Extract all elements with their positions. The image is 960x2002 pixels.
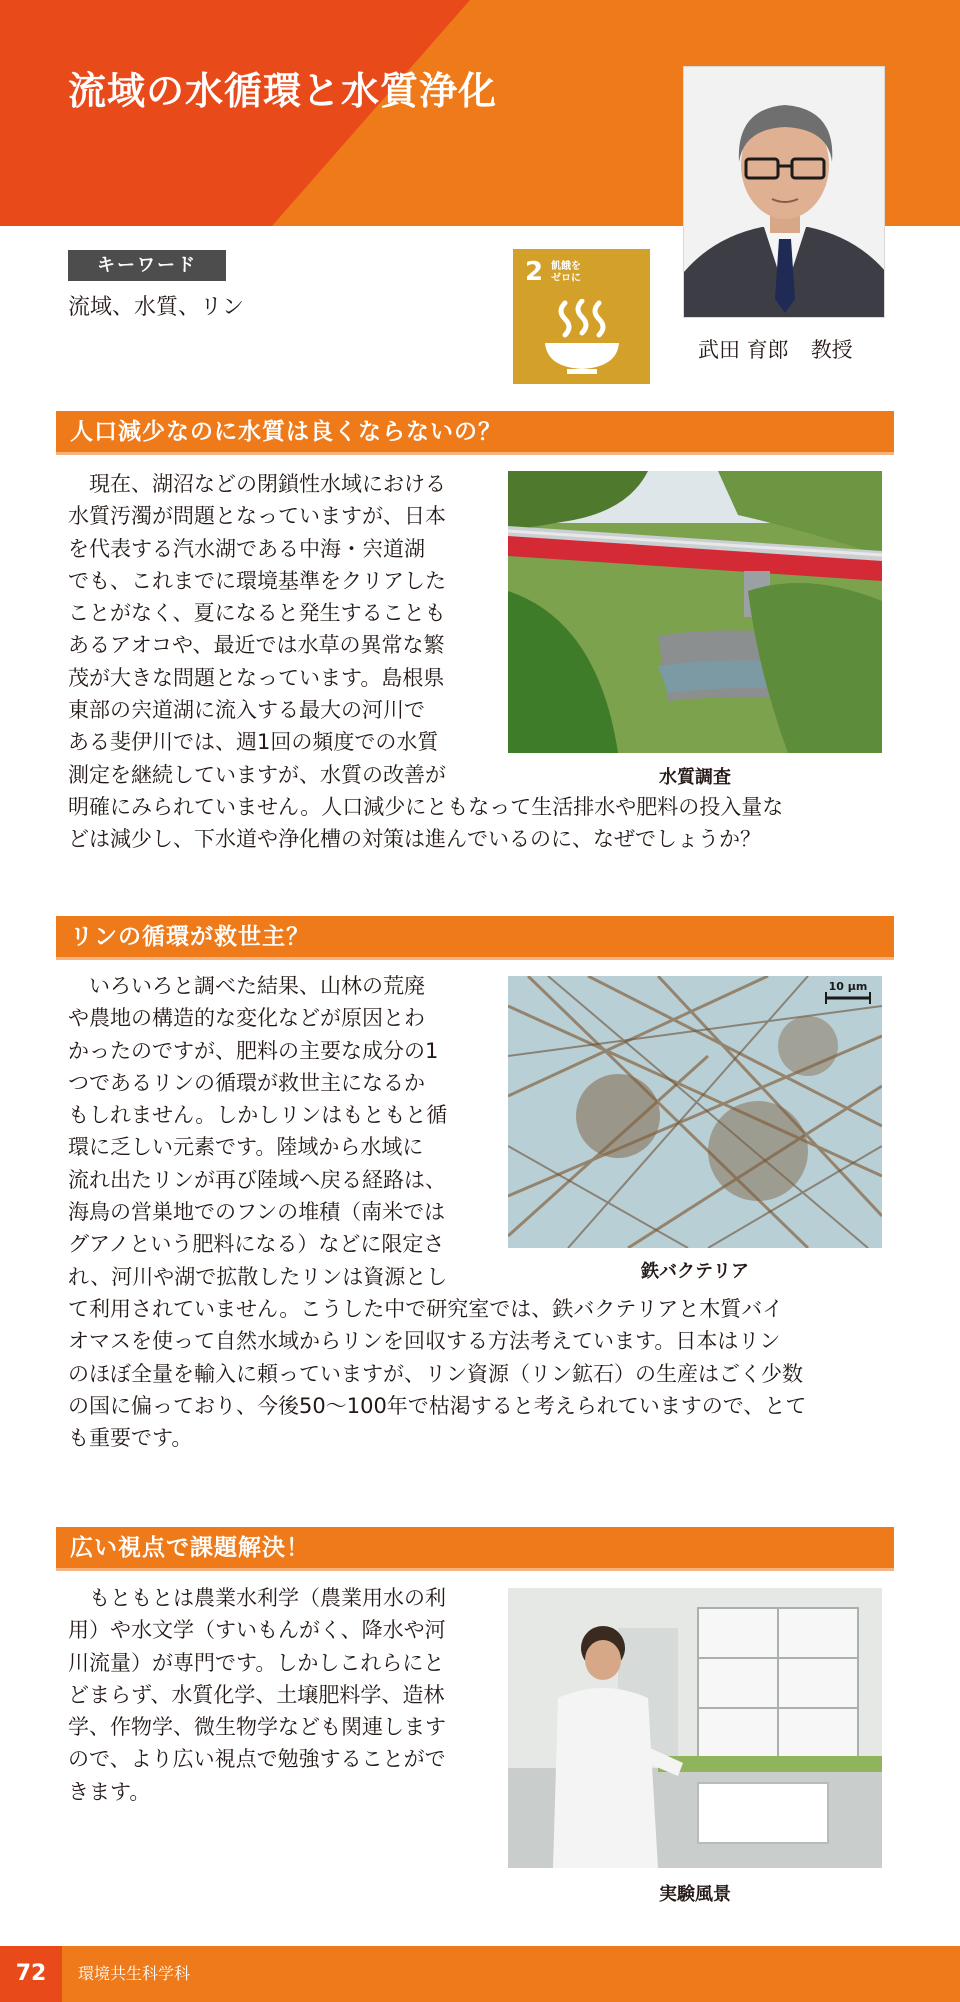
text-line: を代表する汽水湖である中海・宍道湖 <box>68 536 425 561</box>
microscope-image <box>508 976 882 1248</box>
text-line: れ、河川や湖で拡散したリンは資源とし <box>68 1264 448 1289</box>
text-line: 明確にみられていません。人口減少にともなって生活排水や肥料の投入量な <box>68 795 784 819</box>
text-line: もともとは農業水利学（農業用水の利 <box>68 1586 446 1610</box>
caption-experiment: 実験風景 <box>659 1884 731 1905</box>
text-line: どまらず、水質化学、土壌肥料学、造林 <box>68 1682 445 1707</box>
keyword-label: キーワード <box>68 250 226 281</box>
page-footer <box>0 1946 960 2002</box>
sdg-label-line2: ゼロに <box>551 273 581 284</box>
text-line: 東部の宍道湖に流入する最大の河川で <box>68 698 425 723</box>
caption-water-survey: 水質調査 <box>659 767 731 788</box>
section-1-paragraph-narrow <box>68 468 498 791</box>
department-name: 環境共生科学科 <box>78 1964 191 1983</box>
photo-experiment <box>508 1588 882 1868</box>
text-line: て利用されていません。こうした中で研究室では、鉄バクテリアと木質バイ <box>68 1297 784 1321</box>
section-heading-3-text: 広い視点で課題解決！ <box>70 1535 310 1561</box>
section-1-paragraph-full <box>68 791 898 856</box>
page-number: 72 <box>0 1946 62 2002</box>
text-line: もしれません。しかしリンはもともと循 <box>68 1103 448 1128</box>
sdg-badge <box>513 249 650 384</box>
section-heading-1-text: 人口減少なのに水質は良くならないの？ <box>70 419 502 445</box>
text-line: 現在、湖沼などの閉鎖性水域における <box>68 472 446 496</box>
text-line: 茂が大きな問題となっています。島根県 <box>68 665 445 690</box>
professor-portrait <box>683 66 885 318</box>
text-line: あるアオコや、最近では水草の異常な繁 <box>68 633 445 658</box>
keyword-value: 流域、水質、リン <box>68 295 245 320</box>
section-heading-3 <box>56 1527 894 1571</box>
text-line: 海鳥の営巣地でのフンの堆積（南米では <box>68 1200 446 1225</box>
text-line: ので、より広い視点で勉強することがで <box>68 1747 446 1772</box>
text-line: も重要です。 <box>68 1426 193 1451</box>
text-line: いろいろと調べた結果、山林の荒廃 <box>68 974 425 998</box>
text-line: 環に乏しい元素です。陸域から水域に <box>68 1135 424 1160</box>
text-line: オマスを使って自然水域からリンを回収する方法考えています。日本はリン <box>68 1329 781 1354</box>
text-line: どは減少し、下水道や浄化槽の対策は進んでいるのに、なぜでしょうか？ <box>68 827 761 852</box>
photo-iron-bacteria <box>508 976 882 1248</box>
text-line: 学、作物学、微生物学なども関連します <box>68 1715 446 1740</box>
section-heading-2-text: リンの循環が救世主？ <box>70 924 310 950</box>
lab-image <box>508 1588 882 1868</box>
caption-iron-bacteria: 鉄バクテリア <box>641 1261 749 1282</box>
text-line: 測定を継続していますが、水質の改善が <box>68 762 446 787</box>
page-title: 流域の水循環と水質浄化 <box>68 69 498 113</box>
text-line: つであるリンの循環が救世主になるか <box>68 1070 425 1095</box>
sdg-label-line1: 飢餓を <box>551 261 581 272</box>
text-line: でも、これまでに環境基準をクリアした <box>68 568 446 593</box>
professor-title: 教授 <box>810 338 853 362</box>
section-2-paragraph-full <box>68 1293 898 1454</box>
text-line: 川流量）が専門です。しかしこれらにと <box>68 1650 445 1675</box>
section-heading-1 <box>56 411 894 455</box>
text-line: きます。 <box>68 1779 151 1804</box>
section-heading-2 <box>56 916 894 960</box>
text-line: 流れ出たリンが再び陸域へ戻る経路は、 <box>68 1167 446 1192</box>
section-2-paragraph-narrow <box>68 970 498 1293</box>
photo-water-survey <box>508 471 882 753</box>
portrait-image <box>684 67 885 318</box>
bridge-river-image <box>508 471 882 753</box>
scale-bar-label: 10 μm <box>828 980 868 993</box>
text-line: や農地の構造的な変化などが原因とわ <box>68 1006 425 1031</box>
text-line: ある斐伊川では、週1回の頻度での水質 <box>68 730 439 755</box>
text-line: 用）や水文学（すいもんがく、降水や河 <box>68 1618 446 1643</box>
text-line: のほぼ全量を輸入に頼っていますが、リン資源（リン鉱石）の生産はごく少数 <box>68 1361 803 1386</box>
professor-name: 武田 育郎 <box>698 338 789 362</box>
text-line: かったのですが、肥料の主要な成分の1 <box>68 1038 439 1063</box>
text-line: の国に偏っており、今後50～100年で枯渇すると考えられていますので、とて <box>68 1393 807 1418</box>
section-3-paragraph <box>68 1582 498 1808</box>
text-line: ことがなく、夏になると発生することも <box>68 601 446 626</box>
professor-name-line <box>698 334 853 364</box>
text-line: グアノという肥料になる）などに限定さ <box>68 1232 445 1257</box>
sdg-label <box>551 261 581 285</box>
text-line: 水質汚濁が問題となっていますが、日本 <box>68 504 446 529</box>
sdg-number: 2 <box>525 257 544 287</box>
bowl-icon <box>541 299 623 375</box>
